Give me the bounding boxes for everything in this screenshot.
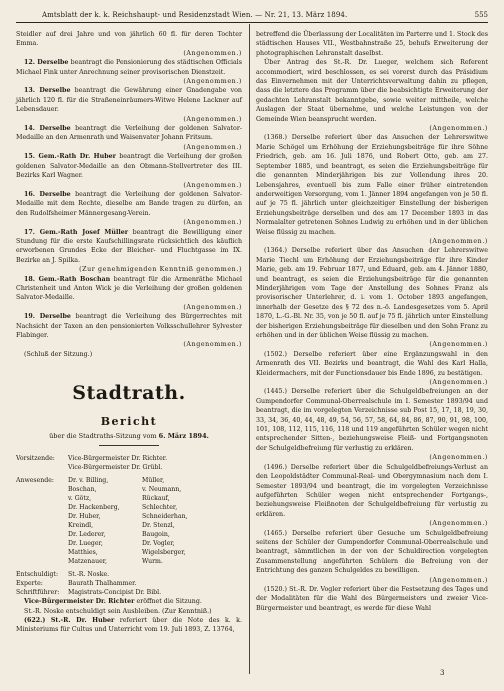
paragraph: (1465.) Derselbe referiert über Gesuche um Schulgeldbefreiung seitens der Schüler der Gumpendorfer Communal-Oberrealschule und beantragt, sämmtlichen in der von der Schuldirection vorgelegten Zusammenstellung angeführten Schülern die Befreiung von der Entrichtung des ganzen Schulgeldes zu bewilligen. (Angenommen.) [256,529,488,584]
paragraph: Vice-Bürgermeister Dr. Richter eröffnet die Sitzung. [24,598,202,606]
attendee-name: Schneiderhan, [142,513,188,521]
paragraph: (1502.) Derselbe referiert über eine Ergänzungswahl in den Armenrath des VII. Bezirks und beantragt, die Wahl des Karl Halla, Kleidermachers, mit der Functionsdauer bis Ende 1896, zu bestätigen. (Angenommen.) [256,350,488,387]
attendee-name: Matzenauer, [68,558,107,566]
paragraph: St.-R. Noske entschuldigt sein Ausbleiben. (Zur Kenntniß.) [24,607,212,615]
paragraph: 17. Gem.-Rath Josef Müller beantragt die Bewilligung einer Stundung für die erste Kaufschillingsrate rücksichtlich des käuflich erworbenen Grundes Ecke der Bleicher- und Fluchtgasse im IX. Bezirke an J. Spilka. (Zur genehmigenden Kenntniß genommen.) [16,228,242,274]
attendee-name: Dr. Lueger, [68,540,103,548]
attendee-name: Dr. Stenzl, [142,522,175,530]
paragraph: 14. Derselbe beantragt die Verleihung der goldenen Salvator-Medaille an den Armenrath und Waisenvater Johann Fritsum. (Angenommen.) [16,125,242,151]
paragraph: (1496.) Derselbe referiert über die Schulgeldbefreiungs-Verlust an den Leopoldstädter Communal-Real- und Obergymnasium nach dem I. Semester 1893/94 und beantragt, die im vorgelegten Verzeichnisse aufgeführten Schüler wegen nicht entsprechender Fortgangs-, beziehungsweise Fleißnoten der Schulgeldbefreiung für verlustig zu erklären. (Angenommen.) [256,463,488,528]
left-column [16,30,242,635]
paragraph: 18. Gem.-Rath Boschan beantragt für die Armenräthe Michael Christenheit und Anton Wick je die Verleihung der großen goldenen Salvator-Medaille. (Angenommen.) [16,275,242,311]
paragraph: 19. Derselbe beantragt die Verleihung des Bürgerrechtes mit Nachsicht der Taxen an den pensionierten Volksschullehrer Sylvester Flabinger. (Angenommen.) [16,313,242,349]
section-divider [99,445,159,446]
paragraph: 15. Gem.-Rath Dr. Huber beantragt die Verleihung der großen goldenen Salvator-Medaille an den Obmann-Stellvertreter des III. Bezirks Karl Wagner. (Angenommen.) [16,153,242,189]
section-title: Stadtrath. [72,382,186,405]
attendee-name: Müller, [142,477,165,485]
header-title: Amtsblatt der k. k. Reichshaupt- und Residenzstadt Wien. — Nr. 21, 13. März 1894. [42,11,348,19]
chair-row: Vice-Bürgermeister Dr. Grübl. [68,464,163,472]
paragraph: betreffend die Überlassung der Localitäten im Parterre und 1. Stock des städtischen Hauses VII., Westbahnstraße 25, behufs Erweiterung der photographischen Lehranstalt daselbst. [256,31,489,57]
section-subtitle: Bericht [100,415,158,429]
paragraph: (1368.) Derselbe referiert über das Ansuchen der Lehrerswitwe Marie Schögel um Erhöhung der Erziehungsbeiträge für ihre Söhne Friedrich, geb. am 16. Juli 1876, und Robert Otto, geb. am 27. September 1885, und beantragt, es seien die Erziehungsbeiträge für die genannten Minderjährigen bis zur Vollendung ihres 20. Lebensjahres, eventuell bis zum Falle einer früher eintretenden anderweitigen Versorgung, vom 1. Jänner 1894 angefangen von je 50 fl. auf je 75 fl. jährlich unter gleichzeitiger Einstellung der bisherigen Erziehungsbeiträge derselben und des am 17 December 1893 in das Normalalter getretenen Sohnes Ludwig zu erhöhen und in der üblichen Weise flüssig zu machen. (Angenommen.) [256,134,488,245]
paragraph: (622.) St.-R. Dr. Huber referiert über die Note des k. k. Ministeriums für Cultus und Unterricht vom 19. Juli 1893, Z. 13764, [16,617,242,634]
paragraph: (1364.) Derselbe referiert über das Ansuchen der Lehrerswitwe Marie Tiechl um Erhöhung der Erziehungsbeiträge für ihre Kinder Marie, geb. am 19. Februar 1877, und Eduard, geb. am 4. Jänner 1880, und beantragt, es seien die Erziehungsbeiträge für die genannten Minderjährigen vom Tage der Anstellung des Sohnes Franz als provisorischer Unterlehrer, d. i. vom 1. October 1893 angefangen, innerhalb der Gesetze des § 72 des n.-ö. Landesgesetzes vom 5. April 1870, L.-G.-Bl. Nr. 35, von je 50 fl. auf je 75 fl. jährlich unter Einstellung der bisherigen Erziehungsbeiträge für dieselben und den Sohn Franz zu erhöhen und in der üblichen Weise flüssig zu machen. (Angenommen.) [256,247,488,349]
attendee-name: Dr. Huber, [68,513,101,521]
signature-mark: 3 [440,669,445,677]
attendee-name: Kreindl, [68,522,94,530]
attendee-name: Wigelsberger, [142,549,186,557]
right-column [256,30,488,613]
attendee-name: Dr. Lederer, [68,531,106,539]
paragraph: 12. Derselbe beantragt die Pensionierung des städtischen Officials Michael Fink unter Anrechnung seiner provisorischen Dienstzeit. (Angenommen.) [16,59,242,86]
paragraph: 13. Derselbe beantragt die Gewährung einer Gnadengabe von jährlich 120 fl. für die Straßeneinräumers-Witwe Helene Lackner auf Lebensdauer. (Angenommen.) [16,87,242,123]
attendee-name: Wurm. [142,558,163,566]
paragraph: (1520.) St.-R. Dr. Vogler referiert über die Festsetzung des Tages und der Modalitäten für die Wahl des Bürgermeisters und zweier Vice-Bürgermeister und beantragt, es werde für diese Wahl [256,585,488,612]
header-rule [16,22,488,23]
chair-row: Vorsitzende: Vice-Bürgermeister Dr. Richter. [16,455,168,463]
paragraph: Über Antrag des St.-R. Dr. Lueger, welchem sich Referent accommodiert, wird beschlossen, es sei vorerst durch das Präsidium das Einvernehmen mit der Unterrichtsverwaltung dahin zu pflegen, dass die letztere das Programm über die beabsichtigte Erweiterung der gedachten Lehranstalt bekanntgebe, sowie weiter mittheile, welche Auslagen der Staat übernehme, und welche Leistungen von der Gemeinde Wien beansprucht werden. (Angenommen.) [256,59,488,133]
paragraph: (1445.) Derselbe referiert über die Schulgeldbefreiungen an der Gumpendorfer Communal-Oberrealschule im I. Semester 1893/94 und beantragt, die im vorgelegten Verzeichnisse sub Post 15, 17, 18, 19, 30, 33, 34, 36, 40, 44, 48, 49, 54, 56, 57, 58, 64, 84, 86, 87, 90, 91, 98, 100, 101, 108, 112, 115, 116, 118 und 119 angeführten Schüler wegen nicht entsprechender Sitten-, beziehungsweise Fleiß- und Fortgangsnoten der Schulgeldbefreiung für verlustig zu erklären. (Angenommen.) [256,388,488,462]
page-header [16,8,488,22]
paragraph: Steidler auf drei Jahre und von jährlich 60 fl. für deren Tochter Emma. (Angenommen.) [16,31,242,57]
attendee-name: v. Götz, [68,495,92,503]
attendee-name: Baugoin, [142,531,170,539]
attendee-name: Matthies, [68,549,98,557]
page-number: 555 [474,11,488,19]
attendee-name: Dr. Hackenberg, [68,504,120,512]
paragraph: 16. Derselbe beantragt die Verleihung der goldenen Salvator-Medaille mit dem Rechte, dieselbe am Bande tragen zu dürfen, an den Rudolfsheimer Männergesang-Verein. (Angenommen.) [16,190,242,227]
excused-row: Entschuldigt: St.-R. Noske. [16,571,110,579]
attendee-name: Rückauf, [142,495,170,503]
session-close: (Schluß der Sitzung.) [24,350,93,358]
attendee-name: Boschan, [68,486,97,494]
attendee-name: Dr. Vogler, [142,540,175,548]
attendee-name: Dr. v. Billing, [68,477,109,485]
column-separator [249,24,250,674]
attendee-name: v. Neumann, [142,486,182,494]
attendees-list: Anwesende: Dr. v. Billing, Müller, Boschan, v. Neumann, v. Götz, Rückauf, Dr. Hackenberg, Schlechter, Dr. Huber, Schneiderhan, Kreindl, Dr. Stenzl, Dr. Lederer, Baugoin, Dr. Lueger, Dr. Vogler, Matthies, Wigelsberger, Matzenauer, Wurm. [16,476,242,566]
attendee-name: Schlechter, [142,504,178,512]
clerk-row: Schriftführer: Magistrats-Concipist Dr. Bibl. [16,589,162,597]
section-date-line: über die Stadtraths-Sitzung vom 6. März 1894. [49,432,209,441]
expert-row: Experte: Baurath Thalhammer. [16,580,137,588]
